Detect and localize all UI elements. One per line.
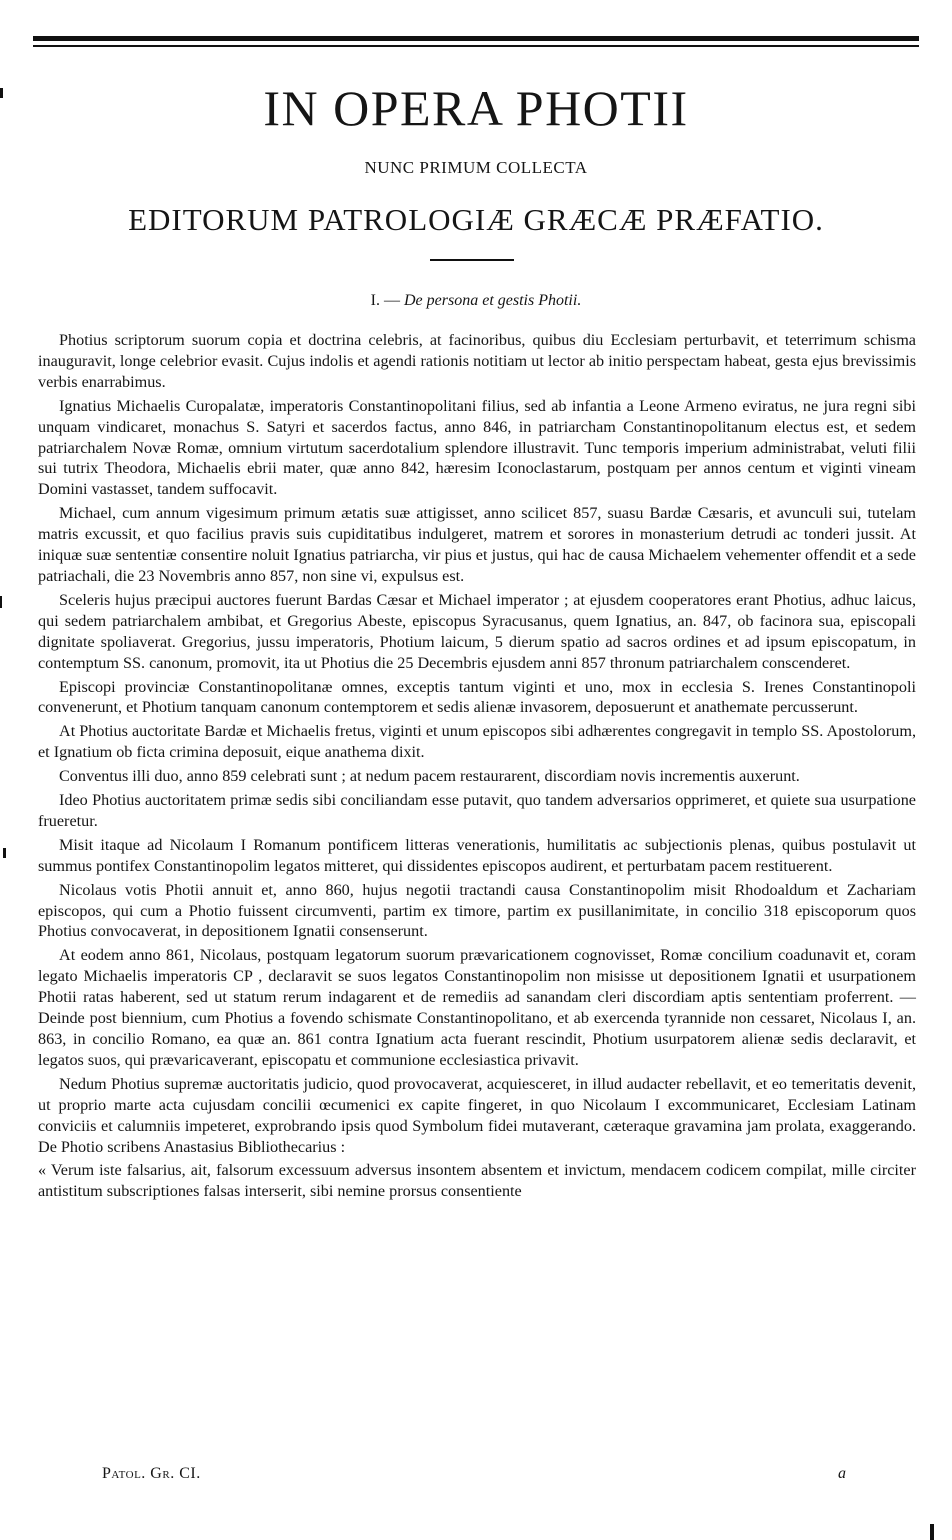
paragraph: Nedum Photius supremæ auctoritatis judicio, quod provocaverat, acquiesceret, in illud audacter rebellavit, et eo temeritatis devenit, ut proprio marte acta cujusdam concilii œcumenici ex capite fingeret, in quo Nicolaum I excommunicaret, Ecclesiam Latinam conviciis et calumniis impeteret, exprobrando ipsis quod Symbolum fidei mutaverant, cæteraque gravamina jam prolata, exaggerando. De Photio scribens Anastasius Bibliothecarius : [38, 1074, 916, 1156]
paragraph: At eodem anno 861, Nicolaus, postquam legatorum suorum prævaricationem cognovisset, Romæ concilium coadunavit et, coram legato Michaelis imperatoris CP , declaravit se suos legatos Constantinopolim non misisse ut depositionem Ignatii et usurpationem Photii ratas haberent, sed ut statum rerum indagarent et de remediis ad sanandam cleri discordiam aptis sententiam proferrent. — Deinde post biennium, cum Photius a fovendo schismate Constantinopolitano, et ab exercenda tyrannide non cessaret, Nicolaus I, an. 863, in concilio Romano, ea quæ an. 861 contra Ignatium acta fuerant rescindit, Photium usurpatorem alienæ sedis declaravit, et legatos suos, qui prævaricaverant, episcopatu et communione ecclesiastica privavit. [38, 946, 916, 1069]
margin-mark [3, 848, 6, 858]
paragraph: Conventus illi duo, anno 859 celebrati sunt ; at nedum pacem restaurarent, discordiam novis incrementis auxerunt. [59, 767, 800, 786]
paragraph: Sceleris hujus præcipui auctores fuerunt Bardas Cæsar et Michael imperator ; at ejusdem cooperatores erant Photius, adhuc laicus, qui sedem patriarchalem ambibat, et Gregorius Abeste, episcopus Syracusanus, quem Ignatius, an. 847, ob facinora sua, episcopali dignitate spoliaverat. Gregorius, jussu imperatoris, Photium laicum, 5 dierum spatio ad sacros ordines et ad ipsum episcopatum, in contemptum SS. canonum, promovit, ita ut Photius die 25 Decembris ejusdem anni 857 thronum patriarchalem conscenderet. [38, 590, 916, 672]
section-title: De persona et gestis Photii. [404, 292, 582, 309]
title-divider [430, 259, 514, 261]
section-number: I. — [370, 292, 400, 309]
paragraph: Ignatius Michaelis Curopalatæ, imperatoris Constantinopolitani filius, sed ab infantia a Leone Armeno eviratus, ne jura regni sibi unquam vindicaret, monachus S. Satyri et sacerdos factus, anno 846, in patriarcham Constantinopolitanum electus est, et sedem patriarchalem Novæ Romæ, omnium virtutum sacerdotalium splendore illustravit. Tunc temporis imperium administrabat, veluti filii sui tutrix Theodora, Michaelis ebrii mater, quæ anno 842, hæresim Iconoclastarum, postquam per annos centum et viginti vineam Domini vastasset, tandem suffocavit. [38, 396, 916, 499]
footer-sheet-mark: a [838, 1465, 846, 1482]
paragraph: Misit itaque ad Nicolaum I Romanum pontificem litteras venerationis, humilitatis ac subjectionis plenas, quibus postulavit ut summus pontifex Constantinopolim legatos mitteret, qui dissidentes episcopos audirent, et perturbatam pacem restituerent. [38, 835, 916, 875]
paragraph: Ideo Photius auctoritatem primæ sedis sibi conciliandam esse putavit, quo tandem adversarios opprimeret, et quiete sua usurpatione frueretur. [38, 791, 916, 830]
paragraph: Nicolaus votis Photii annuit et, anno 860, hujus negotii tractandi causa Constantinopolim misit Rhodoaldum et Zachariam episcopos, qui cum a Photio fuissent circumventi, partim ex timore, partim ex pusillanimitate, in concilio 318 episcoporum quos Photius convocaverat, in depositionem Ignatii consenserunt. [38, 880, 916, 941]
paragraph: Michael, cum annum vigesimum primum ætatis suæ attigisset, anno scilicet 857, suasu Bardæ Cæsaris, et avunculi sui, tutelam matris excussit, et quo facilius pravis suis cupiditatibus indulgeret, matrem et sorores in monasterium detrudi ac tonderi jussit. At iniquæ suæ sententiæ consentire noluit Ignatius patriarcha, vir pius et justus, qui hac de causa Michaelem vehementer offendit et a sede patriachali, die 23 Novembris anno 857, non sine vi, expulsus est. [38, 504, 916, 585]
page-subtitle: NUNC PRIMUM COLLECTA [364, 158, 588, 177]
paragraph: At Photius auctoritate Bardæ et Michaelis fretus, viginti et unum episcopos sibi adhærentes congregavit in templo SS. Apostolorum, et Ignatium ob ficta crimina deposuit, eique anathema dixit. [38, 722, 916, 762]
page-title: IN OPERA PHOTII [263, 80, 689, 136]
paragraph: Episcopi provinciæ Constantinopolitanæ omnes, exceptis tantum viginti et uno, mox in ecclesia S. Irenes Constantinopoli convenerunt, et Photium tanquam canonum contemptorem et sedis alienæ invasorem, deposuerunt et anathemate percusserunt. [38, 677, 916, 717]
section-heading [0, 290, 952, 312]
margin-mark [0, 596, 2, 608]
header-double-rule-top [33, 36, 919, 41]
body-text [38, 330, 916, 1202]
paragraph: Photius scriptorum suorum copia et doctrina celebris, at facinoribus, quibus diu Ecclesiam perturbavit, et teterrimum schisma inauguravit, longe celebrior evasit. Cujus indolis et agendi rationis notitiam ut lector ab initio perspectam habeat, gesta ejus brevissimis verbis enarrabimus. [38, 331, 916, 391]
header-double-rule-bottom [33, 45, 919, 47]
footer-signature: Patol. Gr. CI. [102, 1465, 201, 1482]
margin-mark [930, 1524, 934, 1540]
quotation: « Verum iste falsarius, ait, falsorum excessuum adversus insontem absentem et invictum, mendacem codicem compilat, mille circiter antistitum subscriptiones falsas interserit, sibi nemine prorsus consentiente [38, 1161, 916, 1201]
preface-title: EDITORUM PATROLOGIÆ GRÆCÆ PRÆFATIO. [128, 202, 824, 237]
